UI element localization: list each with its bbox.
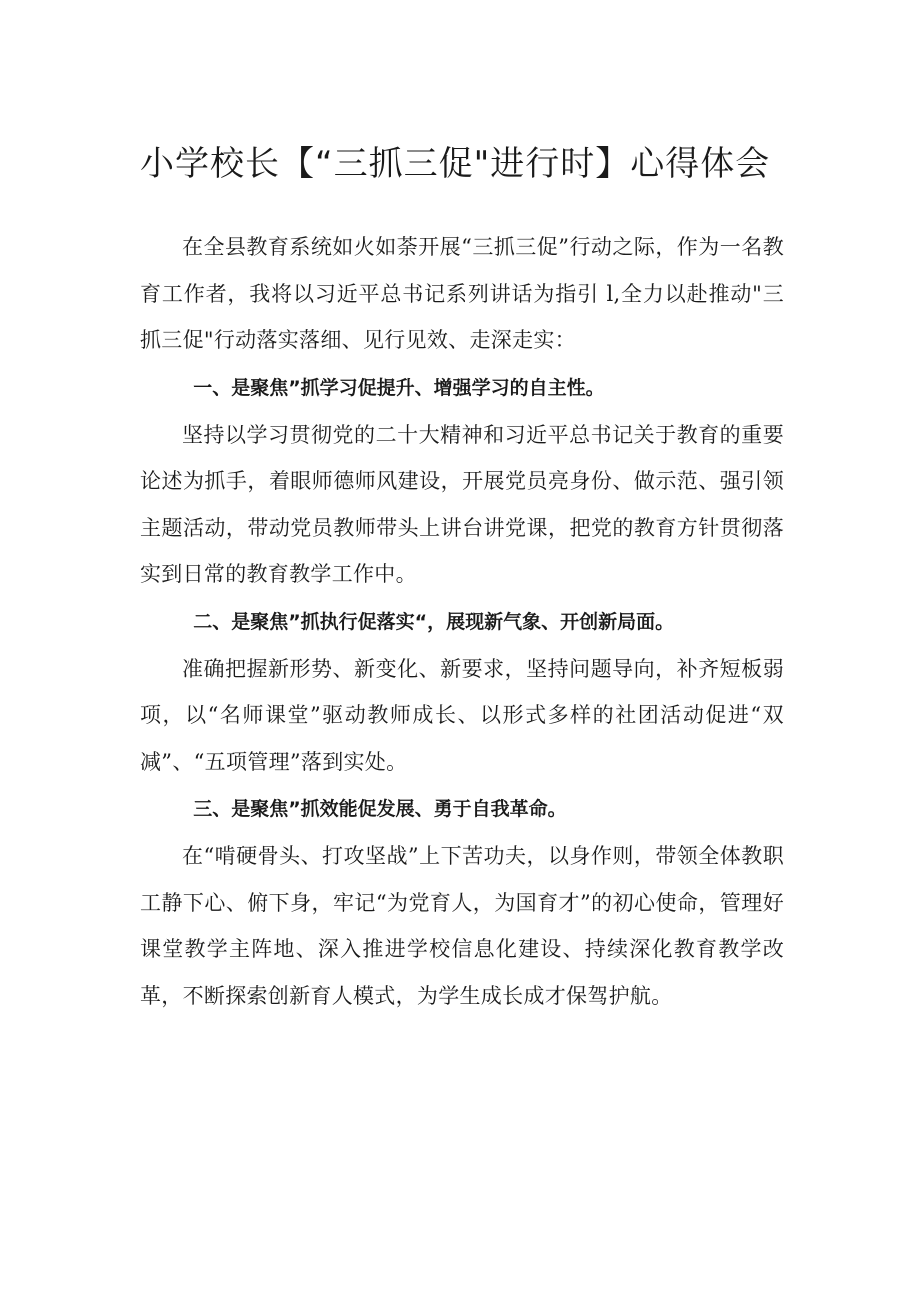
intro-paragraph: 在全县教育系统如火如荼开展“三抓三促”行动之际，作为一名教育工作者，我将以习近平总书记系列讲话为指引 l,全力以赴推动"三抓三促"行动落实落细、见行见效、走深走实： bbox=[140, 235, 784, 352]
section-heading-2: 二、是聚焦”抓执行促落实“，展现新气象、开创新局面。 bbox=[193, 610, 675, 633]
page-title: 小学校长【“三抓三促"进行时】心得体会 bbox=[140, 144, 771, 184]
section-body-1: 坚持以学习贯彻党的二十大精神和习近平总书记关于教育的重要论述为抓手，着眼师德师风建设，开展党员亮身份、做示范、强引领主题活动，带动党员教师带头上讲台讲党课，把党的教育方针贯彻落实到日常的教育教学工作中。 bbox=[140, 422, 784, 586]
section-heading-3: 三、是聚焦”抓效能促发展、勇于自我革命。 bbox=[193, 798, 567, 820]
section-body-3: 在“啃硬骨头、打攻坚战”上下苦功夫，以身作则，带领全体教职工静下心、俯下身，牢记“为党育人，为国育才”的初心使命，管理好课堂教学主阵地、深入推进学校信息化建设、持续深化教育教学改革，不断探索创新育人模式，为学生成长成才保驾护航。 bbox=[140, 844, 784, 1008]
document-body bbox=[140, 224, 784, 1019]
section-body-2: 准确把握新形势、新变化、新要求，坚持问题导向，补齐短板弱项，以“名师课堂”驱动教师成长、以形式多样的社团活动促进“双减”、“五项管理”落到实处。 bbox=[140, 656, 784, 774]
section-heading-1: 一、是聚焦”抓学习促提升、增强学习的自主性。 bbox=[193, 376, 605, 399]
